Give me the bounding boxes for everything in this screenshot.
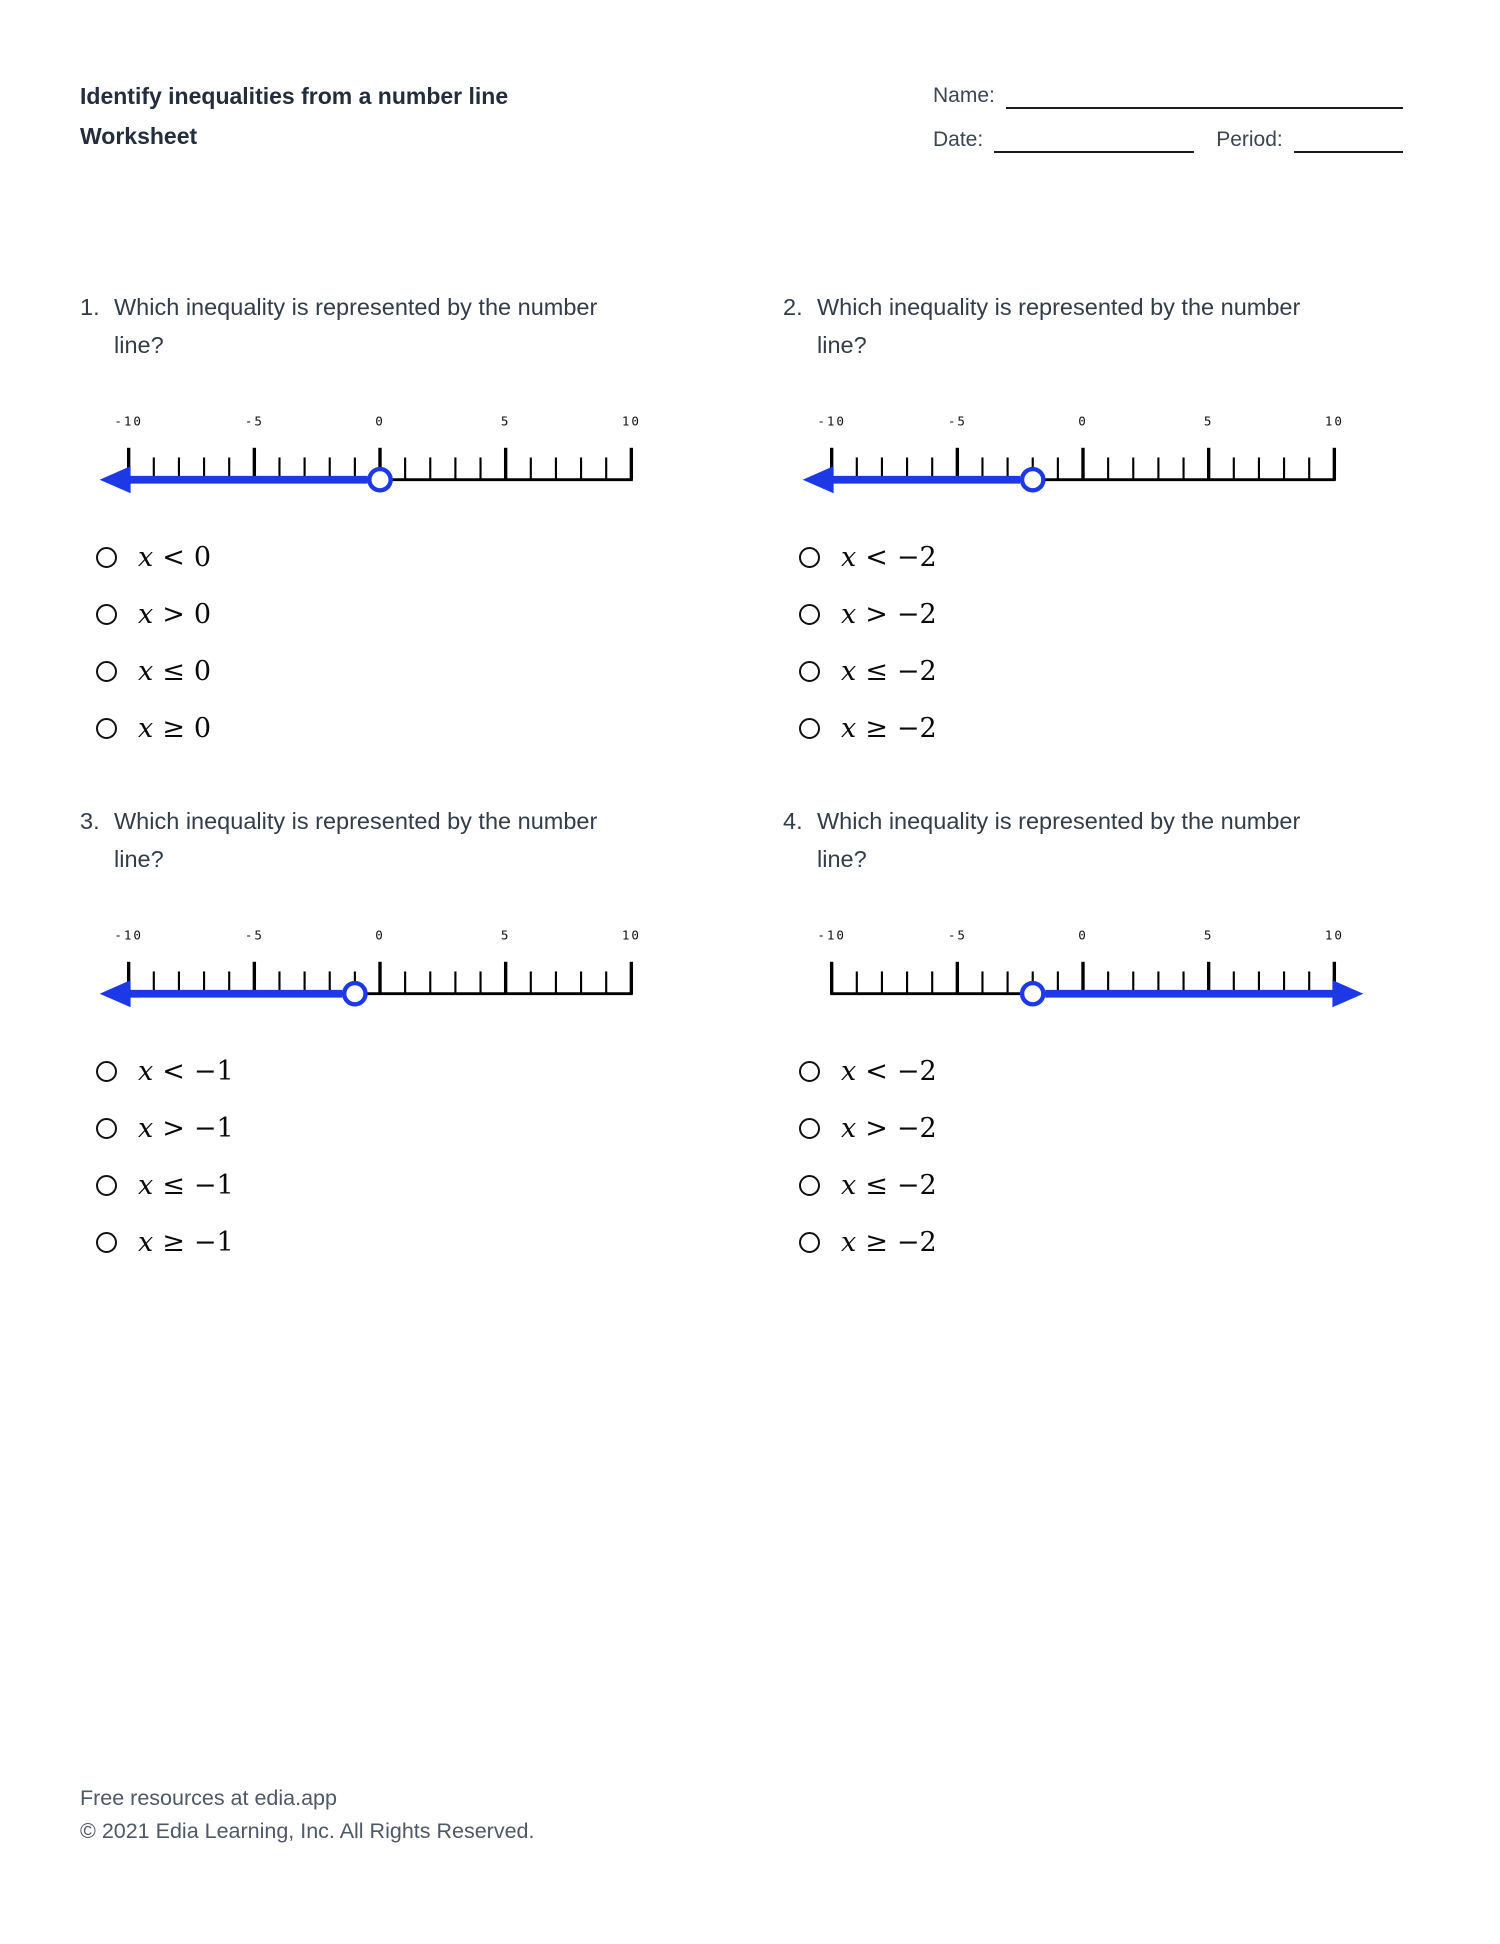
question-prompt <box>783 288 1403 364</box>
question-text: Which inequality is represented by the number line? <box>817 294 1301 359</box>
radio-button[interactable] <box>799 1118 820 1139</box>
radio-button[interactable] <box>96 1061 117 1082</box>
answer-option[interactable] <box>96 1214 700 1271</box>
question-number: 2. <box>783 294 803 320</box>
svg-text:-10: -10 <box>114 413 143 429</box>
answer-options <box>799 1043 1403 1271</box>
question-text: Which inequality is represented by the number line? <box>114 808 598 873</box>
svg-text:5: 5 <box>500 413 511 429</box>
number-line-diagram <box>90 924 670 1017</box>
svg-text:5: 5 <box>1203 927 1214 943</box>
footer <box>80 1782 534 1849</box>
question-prompt <box>783 802 1403 878</box>
number-line-diagram <box>793 924 1373 1017</box>
date-period-field-row <box>933 126 1403 158</box>
name-field-row <box>933 82 1403 114</box>
svg-text:-10: -10 <box>817 413 846 429</box>
question-prompt <box>80 802 700 878</box>
answer-options <box>96 1043 700 1271</box>
footer-copyright-text: © 2021 Edia Learning, Inc. All Rights Reserved. <box>80 1819 535 1844</box>
inequality-text: x ≤ −2 <box>841 1170 937 1202</box>
svg-text:0: 0 <box>1078 927 1088 943</box>
answer-option[interactable] <box>96 700 700 757</box>
answer-option[interactable] <box>799 643 1403 700</box>
inequality-text: x ≤ 0 <box>138 656 212 688</box>
answer-option[interactable] <box>96 586 700 643</box>
svg-text:5: 5 <box>500 927 511 943</box>
svg-text:0: 0 <box>375 413 385 429</box>
radio-button[interactable] <box>799 1175 820 1196</box>
answer-option[interactable] <box>96 1157 700 1214</box>
answer-option[interactable] <box>799 700 1403 757</box>
question-number: 4. <box>783 808 803 835</box>
inequality-text: x ≥ 0 <box>138 713 212 745</box>
worksheet-title <box>80 76 508 170</box>
svg-text:10: 10 <box>1324 413 1344 429</box>
answer-option[interactable] <box>96 643 700 700</box>
answer-option[interactable] <box>799 1100 1403 1157</box>
svg-text:-10: -10 <box>114 927 143 943</box>
inequality-text: x < −2 <box>841 542 937 574</box>
answer-option[interactable] <box>799 529 1403 586</box>
inequality-text: x ≥ −2 <box>841 1227 937 1259</box>
inequality-text: x ≥ −1 <box>138 1227 234 1259</box>
inequality-text: x ≤ −1 <box>138 1170 234 1202</box>
radio-button[interactable] <box>799 661 820 682</box>
svg-text:-5: -5 <box>244 927 264 943</box>
svg-text:-5: -5 <box>947 413 967 429</box>
question-1 <box>80 288 700 757</box>
question-number: 3. <box>80 808 100 835</box>
question-prompt <box>80 288 700 364</box>
answer-option[interactable] <box>799 1043 1403 1100</box>
radio-button[interactable] <box>96 1232 117 1253</box>
question-text: Which inequality is represented by the number line? <box>817 808 1301 873</box>
radio-button[interactable] <box>96 547 117 568</box>
answer-option[interactable] <box>799 1214 1403 1271</box>
inequality-text: x < 0 <box>138 542 212 574</box>
svg-text:5: 5 <box>1203 413 1214 429</box>
svg-text:10: 10 <box>621 413 641 429</box>
radio-button[interactable] <box>799 547 820 568</box>
svg-text:0: 0 <box>1078 413 1088 429</box>
worksheet-title-line2: Worksheet <box>80 123 198 150</box>
header <box>0 0 1500 170</box>
answer-option[interactable] <box>96 1043 700 1100</box>
svg-text:-5: -5 <box>244 413 264 429</box>
question-number: 1. <box>80 294 100 320</box>
radio-button[interactable] <box>799 1061 820 1082</box>
svg-text:-10: -10 <box>817 927 846 943</box>
inequality-text: x < −1 <box>138 1056 234 1088</box>
questions-grid <box>80 288 1500 1271</box>
radio-button[interactable] <box>96 661 117 682</box>
radio-button[interactable] <box>96 604 117 625</box>
svg-text:10: 10 <box>621 927 641 943</box>
svg-text:-5: -5 <box>947 927 967 943</box>
svg-text:10: 10 <box>1324 927 1344 943</box>
radio-button[interactable] <box>96 1118 117 1139</box>
inequality-text: x > −2 <box>841 599 937 631</box>
answer-options <box>799 529 1403 757</box>
answer-option[interactable] <box>96 1100 700 1157</box>
answer-option[interactable] <box>96 529 700 586</box>
inequality-text: x > −2 <box>841 1113 937 1145</box>
question-3 <box>80 802 700 1271</box>
inequality-text: x ≥ −2 <box>841 713 937 745</box>
radio-button[interactable] <box>799 1232 820 1253</box>
inequality-text: x < −2 <box>841 1056 937 1088</box>
footer-resources-text: Free resources at edia.app <box>80 1786 337 1810</box>
question-2 <box>783 288 1403 757</box>
worksheet-title-line1: Identify inequalities from a number line <box>80 83 509 109</box>
period-input[interactable] <box>1294 151 1403 153</box>
radio-button[interactable] <box>799 604 820 625</box>
date-label: Date: <box>933 128 984 151</box>
inequality-text: x ≤ −2 <box>841 656 937 688</box>
name-input[interactable] <box>1006 107 1403 109</box>
name-label: Name: <box>933 84 995 107</box>
question-4 <box>783 802 1403 1271</box>
radio-button[interactable] <box>96 1175 117 1196</box>
radio-button[interactable] <box>799 718 820 739</box>
number-line-diagram <box>793 410 1373 503</box>
date-input[interactable] <box>994 151 1194 153</box>
question-text: Which inequality is represented by the number line? <box>114 294 598 359</box>
inequality-text: x > 0 <box>138 599 212 631</box>
svg-text:0: 0 <box>375 927 385 943</box>
answer-option[interactable] <box>799 1157 1403 1214</box>
radio-button[interactable] <box>96 718 117 739</box>
student-info-fields <box>933 76 1403 170</box>
number-line-diagram <box>90 410 670 503</box>
answer-options <box>96 529 700 757</box>
answer-option[interactable] <box>799 586 1403 643</box>
inequality-text: x > −1 <box>138 1113 234 1145</box>
period-label: Period: <box>1216 128 1283 151</box>
